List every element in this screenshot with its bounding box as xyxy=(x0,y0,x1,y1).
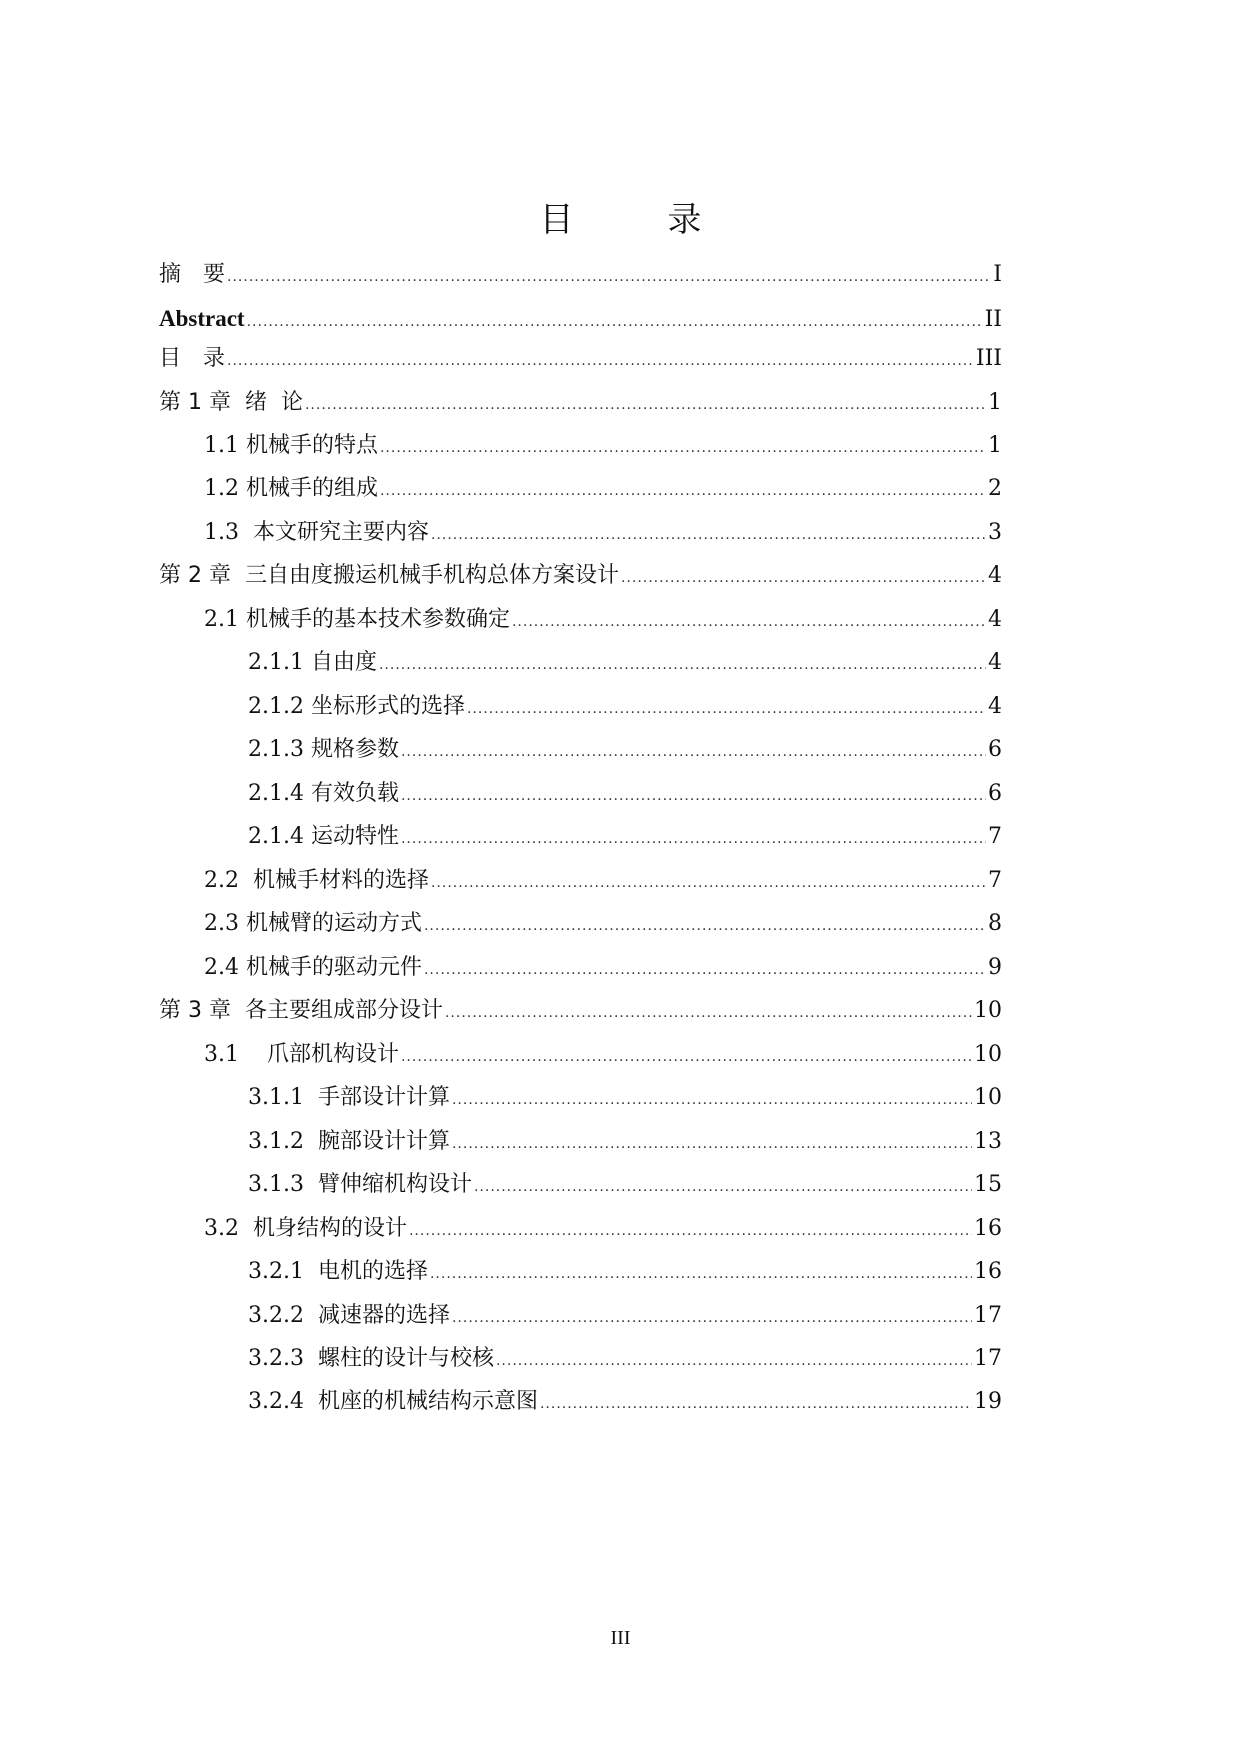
toc-entry-page: 10 xyxy=(974,1042,1002,1067)
toc-entry-label: 3.1 爪部机构设计 xyxy=(204,1042,399,1067)
toc-entry-label: 2.1.4 运动特性 xyxy=(248,824,399,849)
toc-leader-dots xyxy=(401,781,986,811)
toc-entry-abstract-en[interactable] xyxy=(159,304,1002,334)
toc-entry-label: 2.1.1 自由度 xyxy=(248,650,377,675)
toc-entry-1-2[interactable] xyxy=(204,474,1002,504)
toc-leader-dots xyxy=(496,1346,972,1376)
toc-entry-3-2-1[interactable] xyxy=(248,1257,1002,1287)
page-number: III xyxy=(610,1627,631,1649)
toc-entry-label: 第 2 章 三自由度搬运机械手机构总体方案设计 xyxy=(159,563,619,588)
toc-entry-label: 3.2 机身结构的设计 xyxy=(204,1216,407,1241)
toc-entry-page: 1 xyxy=(988,390,1002,415)
toc-entry-label: 2.2 机械手材料的选择 xyxy=(204,868,429,893)
toc-entry-2-1-1[interactable] xyxy=(248,648,1002,678)
toc-entry-page: I xyxy=(993,262,1002,287)
toc-entry-abstract-cn[interactable] xyxy=(159,260,1002,290)
toc-leader-dots xyxy=(452,1129,972,1159)
toc-entry-label: 2.3 机械臂的运动方式 xyxy=(204,911,422,936)
toc-entry-page: II xyxy=(984,307,1002,332)
toc-entry-2-4[interactable] xyxy=(204,953,1002,983)
toc-entry-page: 4 xyxy=(988,694,1002,719)
toc-leader-dots xyxy=(424,911,986,941)
toc-entry-page: 15 xyxy=(974,1172,1002,1197)
toc-leader-dots xyxy=(380,476,986,506)
toc-leader-dots xyxy=(401,824,986,854)
toc-leader-dots xyxy=(467,694,986,724)
toc-entry-label: Abstract xyxy=(159,306,245,331)
toc-leader-dots xyxy=(380,433,986,463)
toc-entry-label: 目 录 xyxy=(159,346,226,371)
toc-leader-dots xyxy=(621,563,986,593)
toc-entry-2-1-3[interactable] xyxy=(248,735,1002,765)
toc-entry-page: 2 xyxy=(988,476,1002,501)
toc-entry-label: 2.1 机械手的基本技术参数确定 xyxy=(204,607,510,632)
toc-entry-page: 13 xyxy=(974,1129,1002,1154)
toc-entry-page: 17 xyxy=(974,1303,1002,1328)
toc-entry-label: 3.1.3 臂伸缩机构设计 xyxy=(248,1172,472,1197)
toc-leader-dots xyxy=(431,520,986,550)
toc-entry-3-2-2[interactable] xyxy=(248,1301,1002,1331)
toc-entry-page: 16 xyxy=(974,1259,1002,1284)
toc-entry-2-2[interactable] xyxy=(204,866,1002,896)
toc-entry-page: 16 xyxy=(974,1216,1002,1241)
toc-entry-2-1-4-b[interactable] xyxy=(248,822,1002,852)
toc-entry-3-1-1[interactable] xyxy=(248,1083,1002,1113)
toc-entry-3-2[interactable] xyxy=(204,1214,1002,1244)
toc-leader-dots xyxy=(409,1216,972,1246)
toc-entry-page: 17 xyxy=(974,1346,1002,1371)
toc-leader-dots xyxy=(452,1085,972,1115)
toc-entry-page: 3 xyxy=(988,520,1002,545)
toc-entry-chapter-1[interactable] xyxy=(159,388,1002,418)
toc-entry-label: 2.1.4 有效负载 xyxy=(248,781,399,806)
toc-entry-page: 6 xyxy=(988,737,1002,762)
toc-leader-dots xyxy=(247,307,983,337)
toc-entry-3-2-3[interactable] xyxy=(248,1344,1002,1374)
toc-entry-label: 3.1.2 腕部设计计算 xyxy=(248,1129,450,1154)
toc-entry-label: 3.2.1 电机的选择 xyxy=(248,1259,428,1284)
page-title: 目 录 xyxy=(539,200,732,240)
toc-entry-2-3[interactable] xyxy=(204,909,1002,939)
toc-entry-page: 7 xyxy=(988,868,1002,893)
toc-entry-2-1-4-a[interactable] xyxy=(248,779,1002,809)
toc-entry-page: III xyxy=(975,346,1002,371)
toc-entry-page: 7 xyxy=(988,824,1002,849)
toc-leader-dots xyxy=(227,262,991,292)
toc-entry-page: 1 xyxy=(988,433,1002,458)
toc-entry-label: 1.1 机械手的特点 xyxy=(204,433,378,458)
toc-leader-dots xyxy=(512,607,986,637)
toc-entry-page: 9 xyxy=(988,955,1002,980)
toc-entry-label: 2.1.3 规格参数 xyxy=(248,737,399,762)
toc-entry-label: 2.1.2 坐标形式的选择 xyxy=(248,694,465,719)
toc-leader-dots xyxy=(452,1303,972,1333)
toc-entry-label: 3.2.3 螺柱的设计与校核 xyxy=(248,1346,494,1371)
toc-leader-dots xyxy=(401,1042,972,1072)
toc-entry-page: 4 xyxy=(988,563,1002,588)
toc-entry-label: 3.1.1 手部设计计算 xyxy=(248,1085,450,1110)
toc-entry-3-2-4[interactable] xyxy=(248,1387,1002,1417)
toc-entry-label: 3.2.4 机座的机械结构示意图 xyxy=(248,1389,538,1414)
toc-leader-dots xyxy=(431,868,986,898)
toc-leader-dots xyxy=(401,737,986,767)
toc-leader-dots xyxy=(445,998,972,1028)
toc-entry-page: 19 xyxy=(974,1389,1002,1414)
toc-leader-dots xyxy=(305,390,986,420)
toc-entry-label: 3.2.2 减速器的选择 xyxy=(248,1303,450,1328)
toc-entry-3-1[interactable] xyxy=(204,1040,1002,1070)
toc-entry-page: 4 xyxy=(988,607,1002,632)
toc-entry-contents[interactable] xyxy=(159,344,1002,374)
toc-entry-2-1-2[interactable] xyxy=(248,692,1002,722)
toc-entry-3-1-3[interactable] xyxy=(248,1170,1002,1200)
toc-leader-dots xyxy=(430,1259,972,1289)
toc-entry-1-1[interactable] xyxy=(204,431,1002,461)
toc-leader-dots xyxy=(424,955,986,985)
toc-entry-chapter-2[interactable] xyxy=(159,561,1002,591)
toc-entry-label: 第 3 章 各主要组成部分设计 xyxy=(159,998,443,1023)
toc-leader-dots xyxy=(540,1389,972,1419)
toc-entry-label: 1.3 本文研究主要内容 xyxy=(204,520,429,545)
toc-entry-chapter-3[interactable] xyxy=(159,996,1002,1026)
toc-entry-page: 10 xyxy=(974,1085,1002,1110)
toc-leader-dots xyxy=(379,650,986,680)
toc-entry-label: 摘 要 xyxy=(159,262,226,287)
toc-entry-label: 第 1 章 绪 论 xyxy=(159,390,303,415)
toc-entry-page: 10 xyxy=(974,998,1002,1023)
toc-entry-label: 2.4 机械手的驱动元件 xyxy=(204,955,422,980)
toc-entry-label: 1.2 机械手的组成 xyxy=(204,476,378,501)
toc-leader-dots xyxy=(227,346,974,376)
toc-entry-2-1[interactable] xyxy=(204,605,1002,635)
toc-entry-page: 4 xyxy=(988,650,1002,675)
toc-leader-dots xyxy=(474,1172,972,1202)
toc-entry-3-1-2[interactable] xyxy=(248,1127,1002,1157)
toc-entry-page: 6 xyxy=(988,781,1002,806)
toc-entry-1-3[interactable] xyxy=(204,518,1002,548)
toc-entry-page: 8 xyxy=(988,911,1002,936)
